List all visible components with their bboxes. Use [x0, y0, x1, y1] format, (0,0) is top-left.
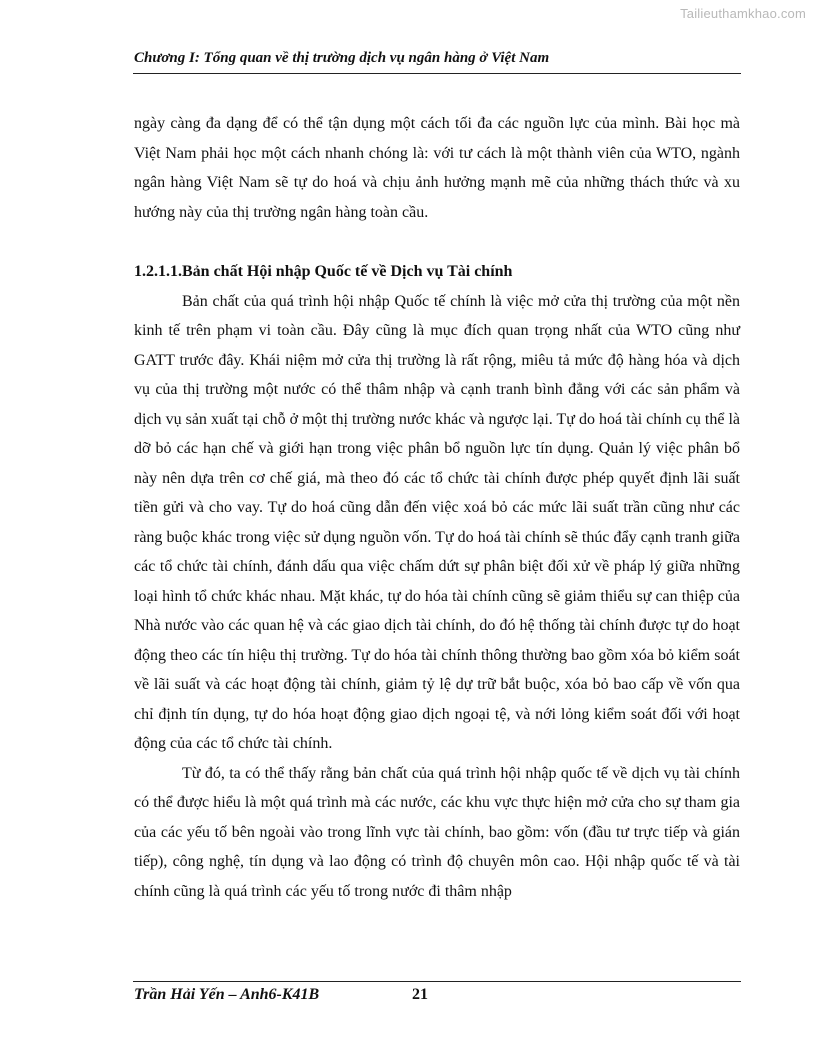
page-number: 21 [412, 986, 428, 1003]
watermark: Tailieuthamkhao.com [680, 6, 806, 21]
page-header-title: Chương I: Tổng quan về thị trường dịch vụ ngân hàng ở Việt Nam [134, 50, 550, 66]
paragraph-conclusion: Từ đó, ta có thể thấy rằng bản chất của quá trình hội nhập quốc tế về dịch vụ tài chính có thể được hiểu là một quá trình mà các nước, các khu vực thực hiện mở cửa cho sự tham gia của các yếu tố bên ngoài vào trong lĩnh vực tài chính, bao gồm: vốn (đầu tư trực tiếp và gián tiếp), công nghệ, tín dụng và lao động có trình độ chuyên môn cao. Hội nhập quốc tế và tài chính cũng là quá trình các yếu tố trong nước đi thâm nhập [134, 764, 740, 900]
footer-author: Trần Hải Yến – Anh6-K41B [134, 986, 320, 1003]
paragraph-essence: Bản chất của quá trình hội nhập Quốc tế chính là việc mở cửa thị trường của một nền kinh tế trên phạm vi toàn cầu. Đây cũng là mục đích quan trọng nhất của WTO cũng như GATT trước đây. Khái niệm mở cửa thị trường là rất rộng, miêu tả mức độ hàng hóa và dịch vụ của thị trường một nước có thể thâm nhập và cạnh tranh bình đẳng với các sản phẩm và dịch vụ sản xuất tại chỗ ở một thị trường nước khác và ngược lại. Tự do hoá tài chính cụ thể là dỡ bỏ các hạn chế và giới hạn trong việc phân bổ nguồn lực tín dụng. Quản lý việc phân bổ này nên dựa trên cơ chế giá, mà theo đó các tổ chức tài chính được phép quyết định lãi suất tiền gửi và cho vay. Tự do hoá cũng dẫn đến việc xoá bỏ các mức lãi suất trần cũng như các ràng buộc khác trong việc sử dụng nguồn vốn. Tự do hoá tài chính sẽ thúc đẩy cạnh tranh giữa các tổ chức tài chính, đánh dấu qua việc chấm dứt sự phân biệt đối xử về pháp lý giữa những loại hình tổ chức khác nhau. Mặt khác, tự do hóa tài chính cũng sẽ giảm thiểu sự can thiệp của Nhà nước vào các quan hệ và các giao dịch tài chính, do đó hệ thống tài chính được tự do hoạt động theo các tín hiệu thị trường. Tự do hóa tài chính thông thường bao gồm xóa bỏ kiểm soát về lãi suất và các hoạt động tài chính, giảm tỷ lệ dự trữ bắt buộc, xóa bỏ bao cấp về vốn qua chỉ định tín dụng, tự do hóa hoạt động giao dịch ngoại tệ, và nới lỏng kiểm soát đối với hoạt động của các tổ chức tài chính. [134, 292, 740, 752]
section-heading: 1.2.1.1.Bản chất Hội nhập Quốc tế về Dịch vụ Tài chính [134, 263, 513, 280]
paragraph-intro: ngày càng đa dạng để có thể tận dụng một cách tối đa các nguồn lực của mình. Bài học mà Việt Nam phải học một cách nhanh chóng là: với tư cách là một thành viên của WTO, ngành ngân hàng Việt Nam sẽ tự do hoá và chịu ảnh hưởng mạnh mẽ của những thách thức và xu hướng này của thị trường ngân hàng toàn cầu. [134, 115, 740, 221]
footer-divider [133, 981, 741, 982]
document-body [134, 109, 740, 906]
header-divider [133, 73, 741, 74]
